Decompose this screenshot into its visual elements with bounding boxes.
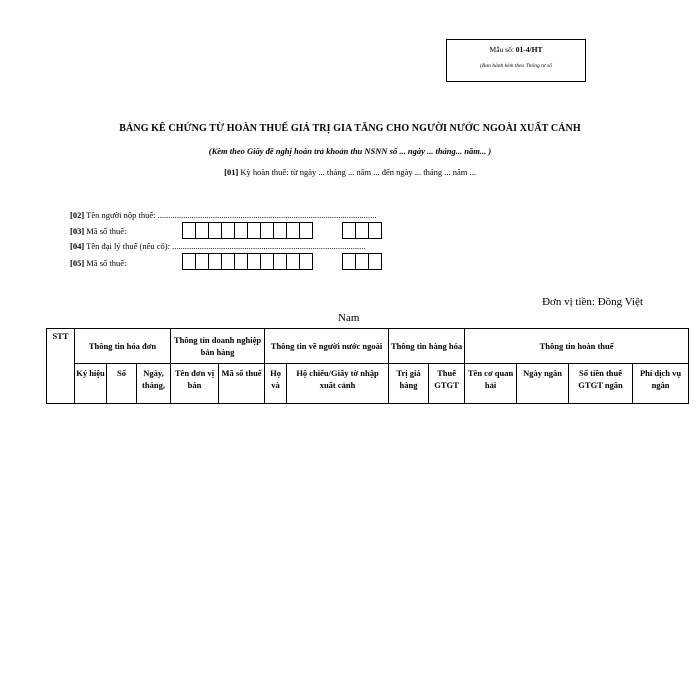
currency-unit-continued: Nam	[338, 312, 360, 324]
form-code-label: Mẫu số:	[489, 45, 514, 54]
digit-box[interactable]	[260, 222, 274, 239]
digit-box[interactable]	[234, 222, 248, 239]
group-refund-info: Thông tin hoàn thuế	[465, 329, 689, 364]
digit-box[interactable]	[221, 253, 235, 270]
refund-period	[0, 167, 700, 177]
form-issuance-note: (Ban hành kèm theo Thông tư số	[480, 63, 552, 69]
digit-box[interactable]	[273, 222, 287, 239]
field-05-label: Mã số thuế:	[86, 258, 127, 268]
agent-tax-code-boxes-main[interactable]	[182, 253, 312, 270]
field-04-label: Tên đại lý thuế (nếu có): ...........................................................................................	[86, 241, 366, 251]
digit-box[interactable]	[299, 253, 313, 270]
digit-box[interactable]	[355, 253, 369, 270]
column-passport: Hộ chiếu/Giấy tờ nhập xuất cảnh	[287, 364, 389, 404]
document-title: BẢNG KÊ CHỨNG TỪ HOÀN THUẾ GIÁ TRỊ GIA TĂNG CHO NGƯỜI NƯỚC NGOÀI XUẤT CẢNH	[119, 123, 581, 134]
column-full-name: Họ và	[265, 364, 287, 404]
digit-box[interactable]	[195, 253, 209, 270]
group-foreigner-info: Thông tin về người nước ngoài	[265, 329, 389, 364]
digit-box[interactable]	[342, 253, 356, 270]
currency-unit: Đơn vị tiền: Đồng Việt	[542, 296, 643, 308]
column-stt: STT	[47, 329, 75, 404]
field-03-label: Mã số thuế:	[86, 226, 127, 236]
digit-box[interactable]	[182, 222, 196, 239]
digit-box[interactable]	[299, 222, 313, 239]
digit-box[interactable]	[208, 253, 222, 270]
digit-box[interactable]	[286, 253, 300, 270]
group-goods-info: Thông tin hàng hóa	[389, 329, 465, 364]
column-goods-value: Trị giá hàng	[389, 364, 429, 404]
column-customs-agency: Tên cơ quan hải	[465, 364, 517, 404]
tax-code-boxes-branch[interactable]	[342, 222, 381, 239]
field-agent-tax-code	[70, 258, 126, 268]
digit-box[interactable]	[342, 222, 356, 239]
column-bank-date: Ngày ngân	[517, 364, 569, 404]
column-date: Ngày, tháng,	[137, 364, 171, 404]
digit-box[interactable]	[221, 222, 235, 239]
group-invoice-info: Thông tin hóa đơn	[75, 329, 171, 364]
column-seller-tax-code: Mã số thuế	[219, 364, 265, 404]
digit-box[interactable]	[273, 253, 287, 270]
column-symbol: Ký hiệu	[75, 364, 107, 404]
field-taxpayer-name	[70, 210, 376, 220]
digit-box[interactable]	[368, 253, 382, 270]
field-taxpayer-tax-code	[70, 226, 126, 236]
period-text: Kỳ hoàn thuế: từ ngày ... tháng ... năm ... đến ngày ... tháng ... năm ...	[240, 167, 476, 177]
digit-box[interactable]	[260, 253, 274, 270]
digit-box[interactable]	[247, 253, 261, 270]
agent-tax-code-boxes-branch[interactable]	[342, 253, 381, 270]
period-code: [01]	[224, 167, 239, 177]
field-02-label: Tên người nộp thuế: .......................................................................................................	[86, 210, 377, 220]
digit-box[interactable]	[355, 222, 369, 239]
form-code-box	[446, 39, 586, 82]
document-subtitle: (Kèm theo Giấy đề nghị hoàn trả khoản thu NSNN số ... ngày ... tháng... năm... )	[208, 146, 492, 156]
form-code-value: 01-4/HT	[515, 45, 543, 54]
column-refund-amount: Số tiền thuế GTGT ngân	[569, 364, 633, 404]
group-seller-info: Thông tin doanh nghiệp bán hàng	[171, 329, 265, 364]
digit-box[interactable]	[234, 253, 248, 270]
field-03-code: [03]	[70, 226, 85, 236]
digit-box[interactable]	[208, 222, 222, 239]
field-tax-agent-name	[70, 241, 365, 251]
field-02-code: [02]	[70, 210, 85, 220]
digit-box[interactable]	[195, 222, 209, 239]
digit-box[interactable]	[368, 222, 382, 239]
field-04-code: [04]	[70, 241, 85, 251]
digit-box[interactable]	[247, 222, 261, 239]
digit-box[interactable]	[286, 222, 300, 239]
column-seller-name: Tên đơn vị bán	[171, 364, 219, 404]
column-service-fee: Phí dịch vụ ngân	[633, 364, 689, 404]
refund-documents-table	[46, 328, 689, 404]
column-vat: Thuế GTGT	[429, 364, 465, 404]
field-05-code: [05]	[70, 258, 85, 268]
digit-box[interactable]	[182, 253, 196, 270]
tax-code-boxes-main[interactable]	[182, 222, 312, 239]
column-number: Số	[107, 364, 137, 404]
form-code	[447, 45, 585, 54]
